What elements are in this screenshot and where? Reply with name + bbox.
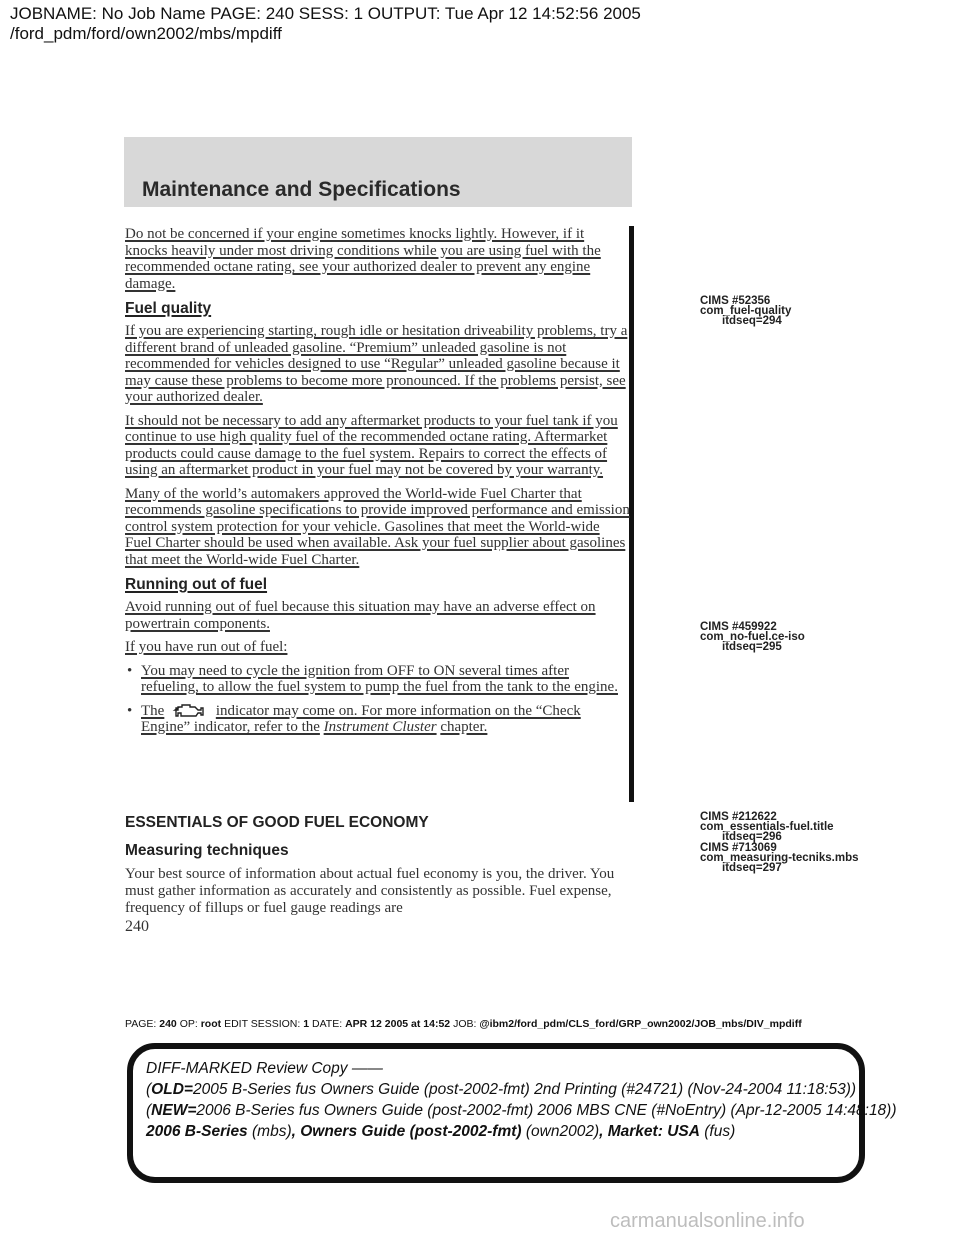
cims-code: com_fuel-quality	[700, 305, 792, 317]
model-code: (mbs)	[252, 1123, 292, 1140]
section-title: Maintenance and Specifications	[142, 178, 461, 201]
cims-seq: itdseq=294	[722, 315, 782, 327]
cims-code: com_essentials-fuel.title	[700, 821, 834, 833]
old-label: OLD=	[151, 1081, 193, 1098]
measuring-heading: Measuring techniques	[125, 842, 289, 859]
bullet-text: You may need to cycle the ignition from OFF to ON several times after refueling, to allow the fuel system to pump the fuel from the tank to the engine.	[141, 662, 618, 695]
market-code: (fus)	[704, 1123, 736, 1140]
bullet: •	[127, 702, 133, 719]
footer-label: EDIT SESSION:	[224, 1018, 301, 1030]
fuel-quality-heading: Fuel quality	[125, 300, 212, 317]
footer-label: JOB:	[453, 1018, 477, 1030]
running-out-heading: Running out of fuel	[125, 576, 268, 593]
cims-marker	[700, 296, 791, 326]
list-item	[125, 663, 630, 696]
bullet-text-after: indicator may come on. For more information on the “Check Engine” indicator, refer to the	[141, 702, 581, 735]
footer-label: OP:	[179, 1018, 198, 1030]
new-label: NEW=	[151, 1102, 197, 1119]
check-engine-icon	[172, 703, 208, 717]
footer-label: DATE:	[312, 1018, 343, 1030]
cims-code: com_no-fuel.ce-iso	[700, 631, 805, 643]
footer-value: @ibm2/ford_pdm/CLS_ford/GRP_own2002/JOB_mbs/DIV_mpdiff	[479, 1018, 802, 1030]
running-out-lead: If you have run out of fuel:	[125, 639, 288, 655]
fuel-quality-paragraph: If you are experiencing starting, rough idle or hesitation driveability problems, try a different brand of unleaded gasoline. “Premium” unleaded gasoline is not recommended for vehicles designed to use “Regular” unleaded gasoline because it may cause these problems to become more pronounced. If the problems persist, see your authorized dealer.	[125, 323, 628, 405]
page-number: 240	[125, 918, 149, 935]
job-header-line1: JOBNAME: No Job Name PAGE: 240 SESS: 1 OUTPUT: Tue Apr 12 14:52:56 2005	[10, 4, 641, 23]
review-old-line: (OLD=2005 B-Series fus Owners Guide (post-2002-fmt) 2nd Printing (#24721) (Nov-24-2004 11:18:53))	[146, 1081, 857, 1098]
market-label: , Market:	[599, 1123, 668, 1140]
fuel-quality-paragraph: It should not be necessary to add any aftermarket products to your fuel tank if you continue to use high quality fuel of the recommended octane rating. Aftermarket products could cause damage to the fuel system. Repairs to correct the effects of using an aftermarket product in your fuel may not be covered by your warranty.	[125, 412, 618, 478]
measuring-paragraph: Your best source of information about actual fuel economy is you, the driver. You must gather information as accurately and consistently as possible. Fuel expense, frequency of fillups or fuel gauge readings are	[125, 866, 615, 916]
essentials-title: ESSENTIALS OF GOOD FUEL ECONOMY	[125, 814, 429, 831]
list-item	[125, 703, 630, 736]
cims-code: com_measuring-tecniks.mbs	[700, 852, 859, 864]
footer-value: APR 12 2005 at 14:52	[345, 1018, 451, 1030]
footer-value: root	[200, 1018, 222, 1030]
cims-id: CIMS #713069	[700, 842, 777, 854]
cims-id: CIMS #212622	[700, 811, 777, 823]
market: USA	[667, 1123, 700, 1140]
guide-code: (own2002)	[525, 1123, 600, 1140]
cims-id: CIMS #52356	[700, 295, 771, 307]
cims-marker	[700, 812, 834, 842]
cims-marker	[700, 843, 859, 873]
review-copy-text	[146, 1058, 897, 1142]
guide: , Owners Guide (post-2002-fmt)	[291, 1123, 522, 1140]
footer-value: 1	[303, 1018, 310, 1030]
cims-marker	[700, 622, 805, 652]
job-header	[10, 4, 641, 44]
new-text: 2006 B-Series fus Owners Guide (post-2002-fmt) 2006 MBS CNE (#NoEntry) (Apr-12-2005 14:48:18))	[196, 1102, 897, 1119]
review-line1: DIFF-MARKED Review Copy ——	[146, 1060, 383, 1077]
cims-id: CIMS #459922	[700, 621, 777, 633]
job-header-line2: /ford_pdm/ford/own2002/mbs/mpdiff	[10, 24, 282, 43]
fuel-quality-paragraph: Many of the world’s automakers approved the World-wide Fuel Charter that recommends gasoline specifications to provide improved performance and emission control system protection for your vehicle. Gasolines that meet the World-wide Fuel Charter should be used when available. Ask your fuel supplier about gasolines that meet the World-wide Fuel Charter.	[125, 485, 630, 568]
bullet: •	[127, 662, 133, 679]
running-out-paragraph: Avoid running out of fuel because this situation may have an adverse effect on powertrain components.	[125, 599, 596, 632]
main-body	[125, 226, 630, 743]
review-model-line	[146, 1121, 897, 1142]
footer-job-line	[125, 1018, 802, 1030]
intro-paragraph: Do not be concerned if your engine sometimes knocks lightly. However, if it knocks heavily under most driving conditions while you are using fuel with the recommended octane rating, see your authorized dealer to prevent any engine damage.	[125, 226, 601, 292]
review-new-line: (NEW=2006 B-Series fus Owners Guide (post-2002-fmt) 2006 MBS CNE (#NoEntry) (Apr-12-2005 14:48:18))	[146, 1102, 897, 1119]
cims-seq: itdseq=296	[722, 831, 782, 843]
cims-seq: itdseq=297	[722, 862, 782, 874]
watermark: carmanualsonline.info	[610, 1210, 805, 1232]
footer-value: 240	[159, 1018, 177, 1030]
chapter-reference: Instrument Cluster	[323, 719, 437, 735]
model: 2006 B-Series	[146, 1123, 248, 1140]
footer-label: PAGE:	[125, 1018, 157, 1030]
bullet-text-end: chapter.	[440, 719, 488, 735]
bullet-text-before: The	[141, 702, 165, 719]
old-text: 2005 B-Series fus Owners Guide (post-2002-fmt) 2nd Printing (#24721) (Nov-24-2004 11:18:53))	[192, 1081, 857, 1098]
essentials-section	[125, 814, 625, 917]
cims-seq: itdseq=295	[722, 641, 782, 653]
